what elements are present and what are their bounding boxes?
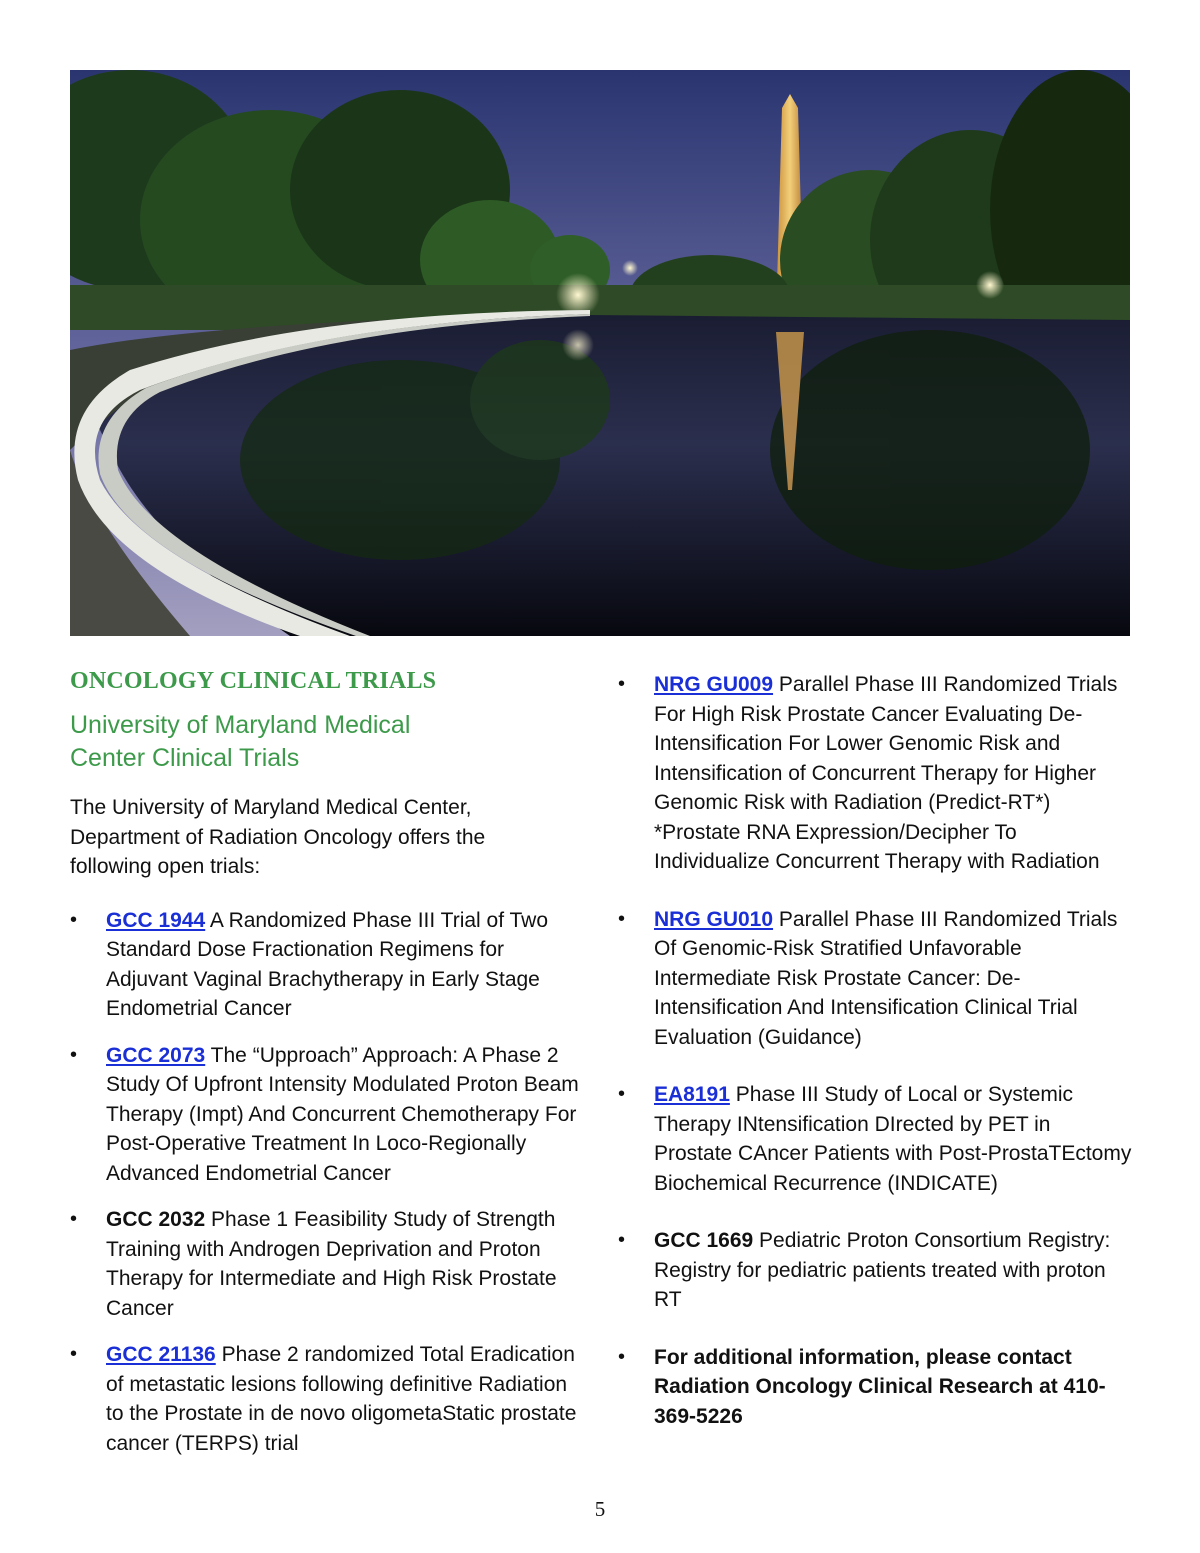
list-item [618, 905, 1133, 1053]
list-item [70, 1205, 590, 1323]
trial-description: Parallel Phase III Randomized Trials Of Genomic-Risk Stratified Unfavorable Intermediate Risk Prostate Cancer: De-Intensification And Intensification Clinical Trial Evaluation (Guidance) [654, 907, 1118, 1049]
trial-link-ea8191[interactable]: EA8191 [654, 1083, 730, 1106]
list-item [618, 1343, 1133, 1432]
trial-link-gcc-2073[interactable]: GCC 2073 [106, 1043, 206, 1067]
monument-lake-photo [70, 70, 1130, 636]
trial-description: Parallel Phase III Randomized Trials For High Risk Prostate Cancer Evaluating De-Intensification For Lower Genomic Risk and Intensification of Concurrent Therapy for Higher Genomic Risk with Radiation (Predict-RT*) *Prostate RNA Expression/Decipher To Individualize Concurrent Therapy with Radiation [654, 673, 1118, 873]
trial-link-nrg-gu009[interactable]: NRG GU009 [654, 673, 774, 696]
bullet-icon: • [70, 1043, 78, 1066]
list-item [618, 1080, 1133, 1198]
bullet-icon: • [618, 1229, 626, 1251]
trial-description: The “Upproach” Approach: A Phase 2 Study Of Upfront Intensity Modulated Proton Beam Therapy (Impt) And Concurrent Chemotherapy For Post-Operative Treatment In Loco-Regionally Advanced Endometrial Cancer [106, 1043, 579, 1185]
list-item [70, 1340, 590, 1458]
trial-code-gcc-1669: GCC 1669 [654, 1229, 754, 1252]
list-item [70, 906, 590, 1024]
trial-link-nrg-gu010[interactable]: NRG GU010 [654, 907, 774, 931]
trial-link-gcc-1944[interactable]: GCC 1944 [106, 908, 206, 932]
bullet-icon: • [618, 907, 626, 930]
bullet-icon: • [618, 1083, 626, 1105]
trial-code-gcc-2032: GCC 2032 [106, 1208, 206, 1231]
list-item [70, 1041, 590, 1189]
bullet-icon: • [70, 1208, 78, 1230]
trial-list-right [618, 670, 1133, 1431]
trial-description: Phase 2 randomized Total Eradication of metastatic lesions following definitive Radiation to the Prostate in de novo oligometaStatic prostate cancer (TERPS) trial [106, 1343, 577, 1455]
trial-description: Phase III Study of Local or Systemic Therapy INtensification DIrected by PET in Prostate CAncer Patients with Post-ProstaTEctomy Biochemical Recurrence (INDICATE) [654, 1083, 1132, 1195]
list-item [618, 1226, 1133, 1315]
bullet-icon: • [618, 673, 626, 695]
bullet-icon: • [70, 908, 78, 931]
trial-description: A Randomized Phase III Trial of Two Standard Dose Fractionation Regimens for Adjuvant Vaginal Brachytherapy in Early Stage Endometrial Cancer [106, 908, 549, 1020]
bullet-icon: • [70, 1343, 78, 1365]
list-item [618, 670, 1133, 877]
page-number: 5 [594, 1497, 606, 1521]
section-subheading: University of Maryland Medical Center Clinical Trials [70, 711, 411, 772]
left-column [70, 668, 590, 1475]
section-heading: ONCOLOGY CLINICAL TRIALS [70, 668, 437, 694]
trial-list-left [70, 906, 590, 1459]
intro-paragraph: The University of Maryland Medical Center, Department of Radiation Oncology offers the following open trials: [70, 796, 486, 878]
bullet-icon: • [618, 1345, 626, 1368]
trial-description: Phase 1 Feasibility Study of Strength Training with Androgen Deprivation and Proton Therapy for Intermediate and High Risk Prostate Cancer [106, 1208, 557, 1320]
trial-description: Pediatric Proton Consortium Registry: Registry for pediatric patients treated with proton RT [654, 1229, 1111, 1311]
trial-link-gcc-21136[interactable]: GCC 21136 [106, 1343, 216, 1366]
contact-info: For additional information, please contact Radiation Oncology Clinical Research at 410-369-5226 [654, 1345, 1106, 1428]
right-column [618, 670, 1133, 1459]
